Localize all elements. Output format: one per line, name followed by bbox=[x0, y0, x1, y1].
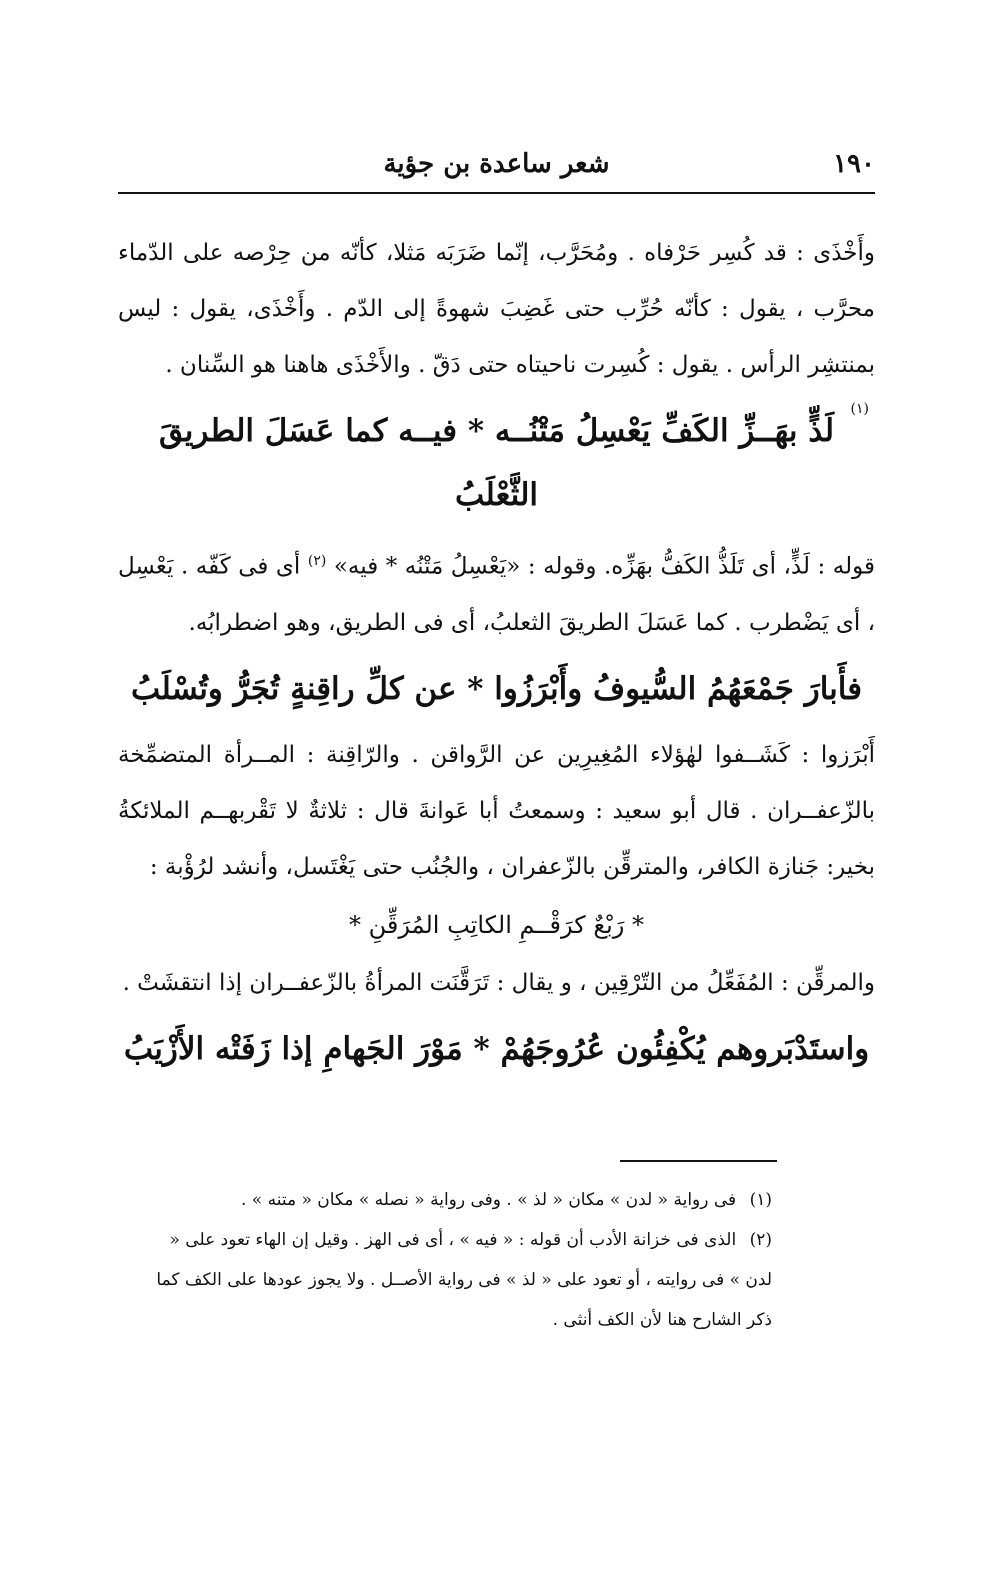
footnote-marker-2: (٢) bbox=[307, 553, 327, 569]
footnote-2 bbox=[150, 1220, 772, 1340]
header-rule bbox=[118, 192, 875, 194]
paragraph-2 bbox=[118, 533, 875, 651]
paragraph-2-part-a: قوله : لَذٍّ، أى تَلَذُّ الكَفُّ بهَزِّه. وقوله : «يَعْسِلُ مَتْنُه * فيه» bbox=[333, 553, 876, 580]
quoted-half-verse: * رَبْعٌ كرَقْــمِ الكاتِبِ المُرَقِّنِ * bbox=[349, 910, 644, 939]
paragraph-1: وأَخْذَى : قد كُسِر حَرْفاه . ومُحَرَّب، إنّما ضَرَبَه مَثلا، كأنّه من حِرْصه على الدّماء محرَّب ، يقول : كأنّه حُرِّب حتى غَضِبَ شهوةً إلى الدّم . وأَخْذَى، يقول : ليس بمنتشِر الرأس . يقول : كُسِرت ناحيتاه حتى دَقّ . والأَخْذَى هاهنا هو السِّنان . bbox=[118, 240, 875, 378]
verse-2: فأَبارَ جَمْعَهُمُ السُّيوفُ وأَبْرَزُوا * عن كلِّ راقِنةٍ تُجَرُّ وتُسْلَبُ bbox=[130, 670, 863, 707]
footnote-1-text: فى رواية « لدن » مكان « لذ » . وفى رواية « نصله » مكان « متنه » . bbox=[241, 1190, 737, 1210]
footnote-1-number: (١) bbox=[749, 1190, 772, 1210]
paragraph-4: والمرقِّن : المُفَعِّلُ من التّرْقِين ، و يقال : تَرَقَّنَت المرأةُ بالزّعفــران إذا انتقشَتْ . bbox=[122, 969, 875, 996]
main-text bbox=[118, 225, 875, 1087]
verse-1 bbox=[118, 399, 875, 527]
verse-1-text: لَذٍّ بهَــزِّ الكَفِّ يَعْسِلُ مَتْنُــه * فيــه كما عَسَلَ الطريقَ الثَّعْلَبُ bbox=[158, 413, 835, 513]
page-header bbox=[118, 145, 875, 185]
footnote-rule bbox=[620, 1160, 777, 1162]
footnote-2-text: الذى فى خزانة الأدب أن قوله : « فيه » ، أى فى الهز . وقيل إن الهاء تعود على « لدن » فى روايته ، أو تعود على « لذ » فى رواية الأصــل . ولا يجوز عودها على الكف كما ذكر الشارح هنا لأن الكف أنثى . bbox=[156, 1230, 772, 1330]
paragraph-2-part-b: أى فى كَفّه . يَعْسِل ، أى يَضْطرب . كما عَسَلَ الطريقَ الثعلبُ، أى فى الطريق، وهو اضطرابُه. bbox=[118, 553, 875, 636]
page-number: ١٩٠ bbox=[833, 149, 875, 179]
running-title: شعر ساعدة بن جؤية bbox=[383, 149, 610, 179]
footnote-marker-1: (١) bbox=[850, 401, 869, 417]
footnote-1 bbox=[150, 1180, 772, 1220]
footnotes bbox=[150, 1180, 772, 1340]
verse-3: واستَدْبَروهم يُكْفِئُون عُرُوجَهُمْ * مَوْرَ الجَهامِ إذا زَفَتْه الأَزْيَبُ bbox=[123, 1030, 870, 1067]
paragraph-3: أَبْرَزوا : كَشَــفوا لهٰؤلاء المُغِيرِين عن الرَّواقن . والرّاقِنة : المــرأة المتضمِّخة بالزّعفــران . قال أبو سعيد : وسمعتُ أبا عَوانةَ قال : ثلاثةٌ لا تَقْربهــم الملائكةُ بخير: جَنازة الكافر، والمترقِّن بالزّعفران ، والجُنُب حتى يَغْتَسل، وأنشد لرُؤْبة : bbox=[118, 741, 875, 880]
footnote-2-number: (٢) bbox=[749, 1230, 772, 1250]
